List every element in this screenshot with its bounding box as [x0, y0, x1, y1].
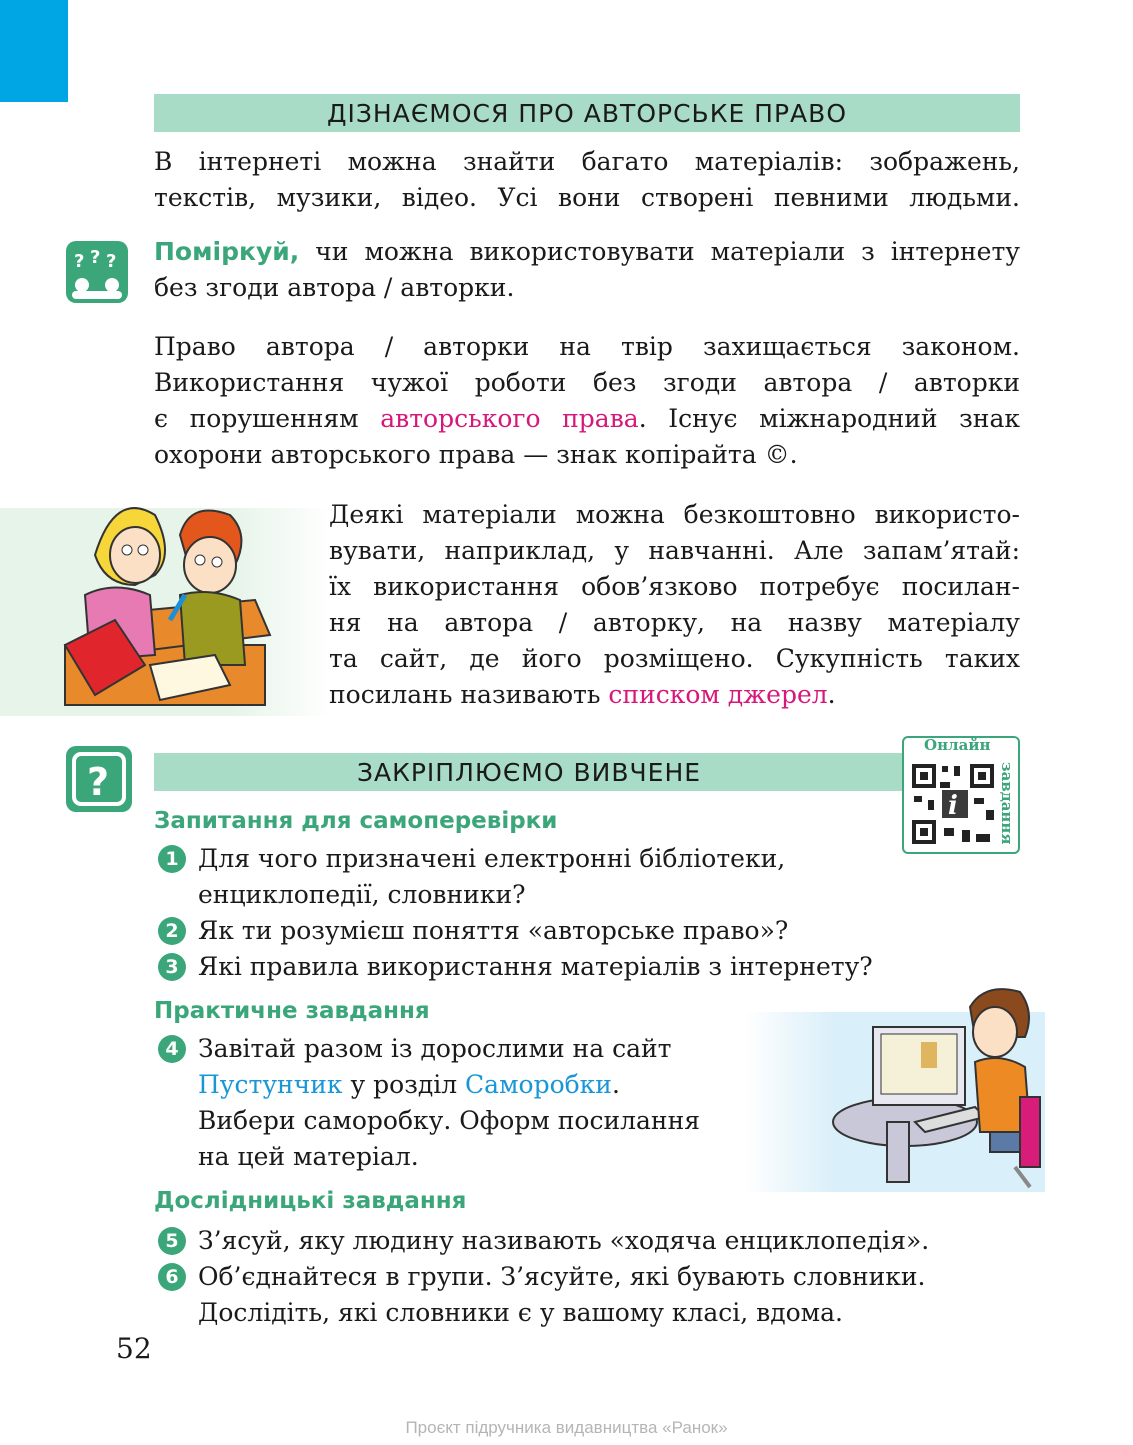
section-title: ДІЗНАЄМОСЯ ПРО АВТОРСЬКЕ ПРАВО: [327, 99, 847, 128]
free-line-6-after: .: [827, 680, 836, 709]
task-5: [158, 1223, 929, 1259]
question-number: 1: [158, 845, 186, 873]
question-mark-icon: [66, 746, 132, 812]
task-number: 4: [158, 1035, 186, 1063]
task-number: 5: [158, 1227, 186, 1255]
question-number: 2: [158, 917, 186, 945]
think-line-1: [154, 234, 1020, 270]
law-line-4: охорони авторського права — знак копірайта ©.: [154, 440, 798, 469]
practical-heading: Практичне завдання: [154, 998, 430, 1024]
question-text: Які правила використання матеріалів з інтернету?: [198, 952, 873, 981]
task-6-line-1: Об’єднайтеся в групи. З’ясуйте, які бувають словники.: [198, 1262, 926, 1291]
page-number: 52: [116, 1332, 152, 1365]
free-line-6: [329, 677, 1020, 713]
task-4-line-1: Завітай разом із дорослими на сайт: [198, 1034, 672, 1063]
research-heading: Дослідницькі завдання: [154, 1188, 467, 1214]
svg-text:?: ?: [90, 247, 101, 268]
task-4-line-3: Вибери саморобку. Оформ посилання: [198, 1106, 701, 1135]
free-line-5: та сайт, де його розміщено. Сукупність таких: [329, 644, 1020, 673]
svg-text:?: ?: [106, 251, 117, 272]
law-line-1: Право автора / авторки на твір захищається законом.: [154, 332, 1020, 361]
task-4: [158, 1031, 700, 1175]
law-line-3: [154, 401, 1020, 437]
footer-note: Проєкт підручника видавництва «Ранок»: [405, 1418, 728, 1437]
task-5-text: З’ясуй, яку людину називають «ходяча енциклопедія».: [198, 1226, 930, 1255]
svg-text:?: ?: [87, 760, 110, 804]
svg-text:?: ?: [74, 251, 85, 272]
task-4-line-4: на цей матеріал.: [198, 1142, 419, 1171]
tasks-label: завдання: [998, 762, 1016, 845]
boy-computer-illustration: [825, 982, 1055, 1197]
law-line-2: Використання чужої роботи без згоди автора / авторки: [154, 368, 1020, 397]
law-line-3-before: є порушенням: [154, 404, 381, 433]
samorobky-link[interactable]: Саморобки: [465, 1070, 612, 1099]
question-2: [158, 913, 788, 949]
law-line-3-after: . Існує міжнародний знак: [638, 404, 1020, 433]
task-4-line-2-end: .: [611, 1070, 620, 1099]
free-line-3: їх використання обов’язково потребує посилан-: [329, 572, 1020, 601]
free-line-4: ня на автора / авторку, на назву матеріалу: [329, 608, 1020, 637]
free-line-1: Деякі матеріали можна безкоштовно використо-: [329, 500, 1020, 529]
section-title-2: ЗАКРІПЛЮЄМО ВИВЧЕНЕ: [356, 758, 702, 787]
task-4-line-2-mid: у розділ: [342, 1070, 466, 1099]
intro-line-2: текстів, музики, відео. Усі вони створені певними людьми.: [154, 183, 1020, 212]
svg-text:i: i: [948, 791, 958, 821]
corner-tab: [0, 0, 68, 102]
task-6: [158, 1259, 926, 1331]
copyright-term: авторського права: [380, 404, 639, 433]
think-word: Поміркуй,: [154, 237, 300, 266]
question-number: 3: [158, 953, 186, 981]
task-6-line-2: Дослідіть, які словники є у вашому класі, вдома.: [198, 1298, 843, 1327]
think-line-2: без згоди автора / авторки.: [154, 273, 515, 302]
question-text: Як ти розумієш поняття «авторське право»?: [198, 916, 789, 945]
online-label: Онлайн: [924, 736, 991, 754]
selfcheck-heading: Запитання для самоперевірки: [154, 808, 558, 834]
kids-illustration: [55, 495, 305, 715]
intro-line-1: В інтернеті можна знайти багато матеріалів: зображень,: [154, 147, 1020, 176]
sources-term: списком джерел: [608, 680, 828, 709]
task-number: 6: [158, 1263, 186, 1291]
think-text: чи можна використовувати матеріали з інтернету: [299, 237, 1020, 266]
question-3: [158, 949, 873, 985]
free-line-6-before: посилань називають: [329, 680, 609, 709]
question-1: [158, 841, 785, 913]
pustunchyk-link[interactable]: Пустунчик: [198, 1070, 343, 1099]
think-icon: [66, 241, 128, 303]
question-text: енциклопедії, словники?: [198, 880, 526, 909]
free-line-2: вувати, наприклад, у навчанні. Але запам’ятай:: [329, 536, 1020, 565]
question-text: Для чого призначені електронні бібліотеки,: [198, 844, 786, 873]
